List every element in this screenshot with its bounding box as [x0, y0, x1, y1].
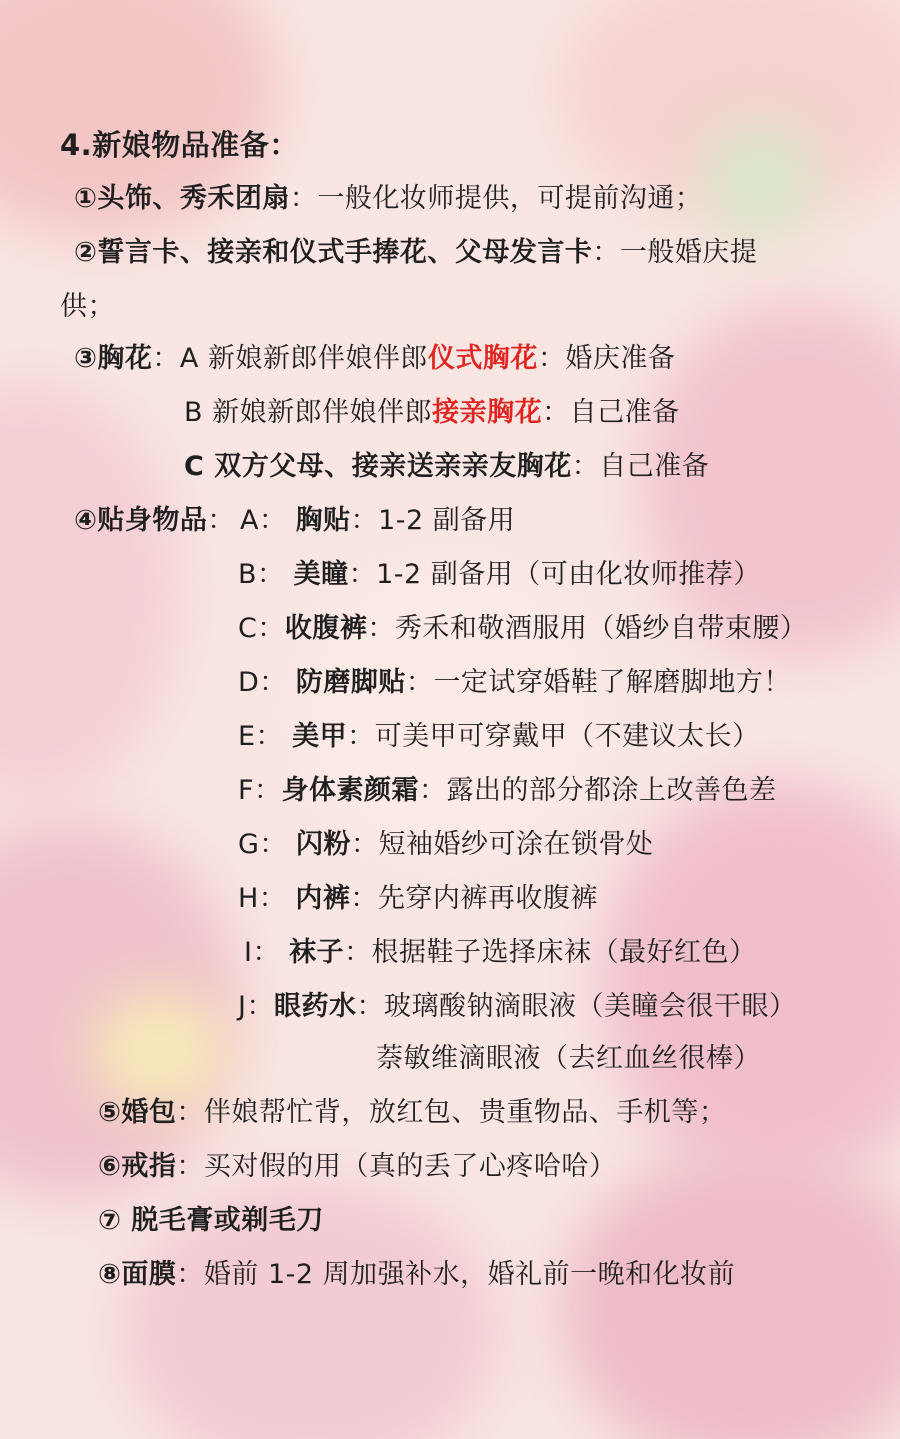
corsage-c-suffix: ：自己准备	[571, 451, 710, 482]
item-cards-bouquet-cont	[60, 290, 115, 324]
personal-item-letter: I：	[244, 937, 280, 968]
personal-item-name: 收腹裤	[284, 613, 368, 644]
personal-item-desc: ：先穿内裤再收腹裤	[350, 883, 598, 914]
personal-item-desc: ：露出的部分都涂上改善色差	[419, 775, 777, 806]
corsage-a-suffix: ：婚庆准备	[537, 343, 676, 374]
personal-item-name: 美瞳	[293, 559, 349, 590]
personal-item-name: 胸贴	[295, 505, 351, 536]
item-bag-text: ：伴娘帮忙背，放红包、贵重物品、手机等；	[176, 1097, 727, 1128]
personal-item-desc: ：玻璃酸钠滴眼液（美瞳会很干眼）	[356, 991, 797, 1022]
personal-item-desc: ：1-2 副备用（可由化妆师推荐）	[348, 559, 761, 590]
item-cards-bouquet-label: ②誓言卡、接亲和仪式手捧花、父母发言卡	[74, 237, 593, 268]
corsage-a-prefix: ：A 新娘新郎伴娘伴郎	[152, 343, 428, 374]
personal-item	[238, 612, 807, 646]
personal-items-colon: ：	[207, 505, 235, 536]
item-cards-bouquet	[74, 236, 757, 270]
corsage-b-highlight: 接亲胸花	[432, 397, 543, 428]
personal-item-letter: D：	[238, 667, 287, 698]
corsage-b-suffix: ：自己准备	[542, 397, 680, 428]
item-headwear-text: ：一般化妆师提供，可提前沟通；	[289, 183, 703, 214]
corsage-b-prefix: B 新娘新郎伴娘伴郎	[184, 397, 433, 428]
personal-item-desc: ：1-2 副备用	[350, 505, 516, 536]
page-title: 4.新娘物品准备：	[60, 128, 299, 162]
item-bag	[98, 1096, 726, 1130]
personal-item-desc: ：一定试穿婚鞋了解磨脚地方！	[405, 667, 791, 698]
personal-item-name: 防磨脚贴	[295, 667, 406, 698]
item-mask	[98, 1258, 735, 1292]
item-headwear-label: ①头饰、秀禾团扇	[74, 183, 290, 214]
item-corsage-b	[184, 396, 680, 430]
personal-item	[240, 504, 515, 538]
personal-item	[238, 990, 796, 1024]
personal-item-j-cont	[376, 1042, 761, 1076]
personal-item	[238, 882, 598, 916]
item-hair-removal-label: ⑦ 脱毛膏或剃毛刀	[98, 1205, 324, 1236]
personal-item-letter: C：	[238, 613, 285, 644]
item-mask-text: ：婚前 1-2 周加强补水，婚礼前一晚和化妆前	[176, 1259, 736, 1290]
personal-item-letter: A：	[240, 505, 287, 536]
personal-item-letter: B：	[238, 559, 285, 590]
item-corsage-a	[74, 342, 675, 376]
personal-item-desc: ：秀禾和敬酒服用（婚纱自带束腰）	[367, 613, 808, 644]
corsage-c-label: C 双方父母、接亲送亲亲友胸花	[184, 451, 572, 482]
item-ring-text: ：买对假的用（真的丢了心疼哈哈）	[176, 1151, 617, 1182]
personal-item-desc: ：短袖婚纱可涂在锁骨处	[351, 829, 654, 860]
item-corsage-c	[184, 450, 709, 484]
personal-item-letter: G：	[238, 829, 287, 860]
item-hair-removal	[98, 1204, 324, 1238]
personal-item-desc: ：可美甲可穿戴甲（不建议太长）	[347, 721, 760, 752]
personal-item-letter: E：	[238, 721, 284, 752]
corsage-a-highlight: 仪式胸花	[427, 343, 538, 374]
personal-item	[238, 558, 761, 592]
item-ring	[98, 1150, 616, 1184]
personal-item-name: 眼药水	[273, 991, 357, 1022]
personal-item	[238, 828, 654, 862]
personal-item	[238, 720, 760, 754]
personal-item-name: 内裤	[295, 883, 351, 914]
personal-item-name: 美甲	[292, 721, 348, 752]
item-headwear	[74, 182, 702, 216]
personal-item-letter: H：	[238, 883, 287, 914]
personal-items-row-a	[74, 504, 235, 538]
personal-item-name: 袜子	[289, 937, 345, 968]
personal-item	[238, 666, 791, 700]
personal-item	[244, 936, 757, 970]
personal-item-letter: J：	[238, 991, 274, 1022]
personal-items-label: ④贴身物品	[74, 505, 208, 536]
item-cards-bouquet-text: ：一般婚庆提	[592, 237, 758, 268]
item-mask-label: ⑧面膜	[98, 1259, 177, 1290]
item-bag-label: ⑤婚包	[98, 1097, 177, 1128]
personal-item	[238, 774, 777, 808]
personal-item-name: 身体素颜霜	[281, 775, 420, 806]
item-ring-label: ⑥戒指	[98, 1151, 177, 1182]
item-cards-bouquet-text-cont: 供；	[60, 291, 115, 322]
item-corsage-label: ③胸花	[74, 343, 153, 374]
personal-item-letter: F：	[238, 775, 282, 806]
personal-item-desc: ：根据鞋子选择床袜（最好红色）	[344, 937, 757, 968]
eye-drops-cont: 萘敏维滴眼液（去红血丝很棒）	[376, 1043, 761, 1074]
personal-item-name: 闪粉	[296, 829, 352, 860]
